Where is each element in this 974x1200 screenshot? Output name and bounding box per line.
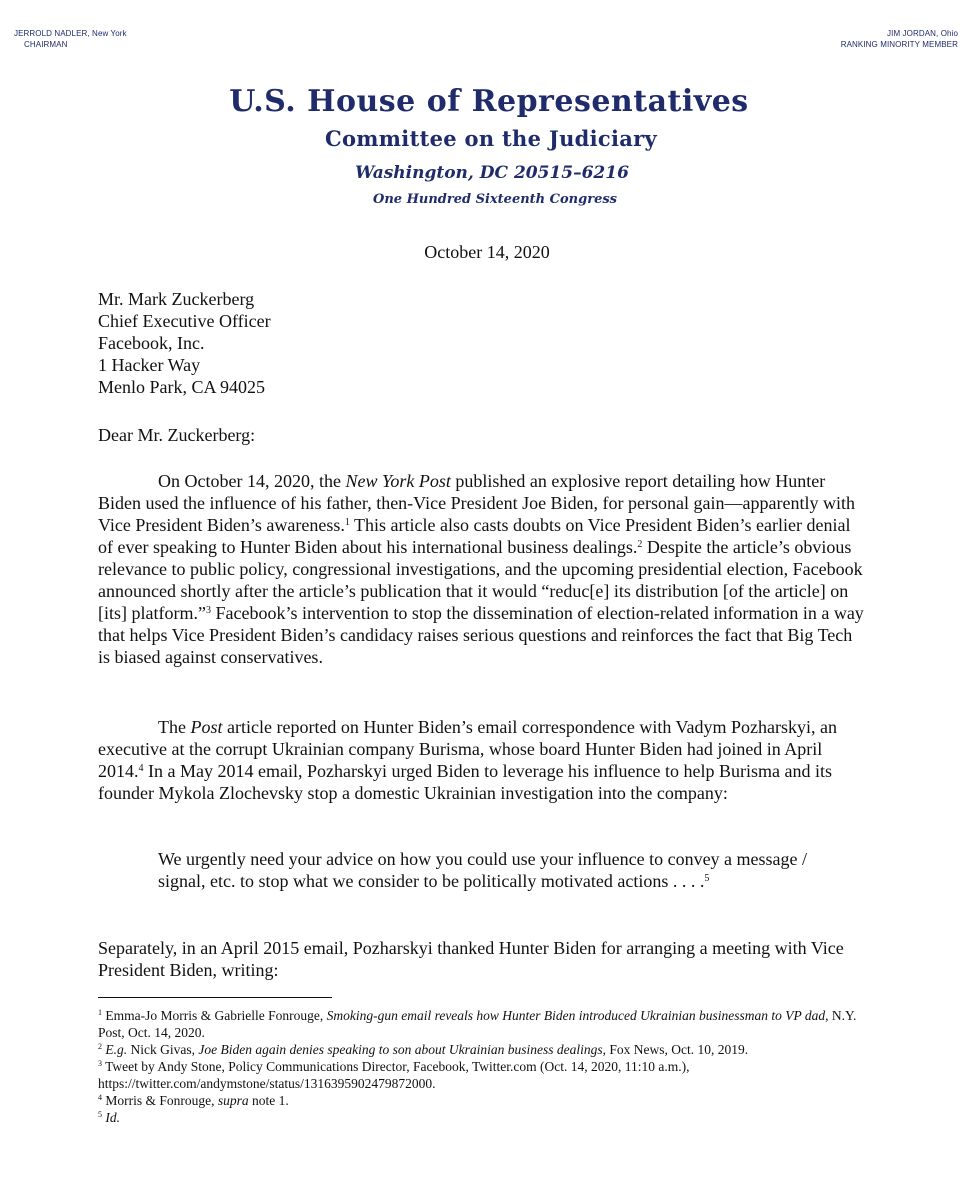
footnote-ref-5[interactable]: 5	[704, 873, 710, 884]
footnote-text: Morris & Fonrouge,	[102, 1093, 218, 1108]
footnote-text: Tweet by Andy Stone, Policy Communications Director, Facebook, Twitter.com (Oct. 14, 2020, 11:10 a.m.), https://twitter.com/andymstone/status/1316395902479872000.	[98, 1059, 690, 1091]
letterhead-congress: One Hundred Sixteenth Congress	[373, 192, 617, 207]
footnote-text: , Fox News, Oct. 10, 2019.	[602, 1042, 749, 1057]
paragraph-1-publication: New York Post	[345, 471, 451, 491]
letterhead-committee: Committee on the Judiciary	[324, 126, 658, 151]
recipient-title: Chief Executive Officer	[98, 311, 271, 331]
footnote-article-title: Joe Biden again denies speaking to son about Ukrainian business dealings	[198, 1042, 603, 1057]
footnote-signal: E.g.	[105, 1042, 128, 1057]
footnote-text: Nick Givas,	[127, 1042, 199, 1057]
footnote-5	[98, 1109, 868, 1126]
footnote-article-title: Smoking-gun email reveals how Hunter Biden introduced Ukrainian businessman to VP dad	[326, 1008, 826, 1023]
footnote-ref-2[interactable]: 2	[637, 539, 643, 550]
recipient-street: 1 Hacker Way	[98, 355, 201, 375]
footnote-text: Emma-Jo Morris & Gabrielle Fonrouge,	[102, 1008, 327, 1023]
paragraph-2	[98, 716, 868, 804]
recipient-company: Facebook, Inc.	[98, 333, 205, 353]
chairman-title: CHAIRMAN	[24, 40, 68, 49]
paragraph-1-text: This article also casts doubts on Vice President Biden’s earlier denial of ever speaking to Hunter Biden about his international business dealings.	[98, 515, 851, 557]
paragraph-1-text: Facebook’s intervention to stop the dissemination of election-related information in a way that helps Vice President Biden’s candidacy raises serious questions and reinforces the fact that Big Tech is biased against conservatives.	[98, 603, 864, 667]
paragraph-1-text: On October 14, 2020, the	[158, 471, 346, 491]
block-quote-text: We urgently need your advice on how you could use your influence to convey a message / signal, etc. to stop what we consider to be politically motivated actions . . . .	[158, 849, 808, 891]
footnote-number: 4	[98, 1093, 102, 1102]
ranking-member-block	[841, 28, 958, 50]
ranking-member-name: JIM JORDAN, Ohio	[887, 29, 958, 38]
footnote-4	[98, 1092, 868, 1109]
recipient-name: Mr. Mark Zuckerberg	[98, 289, 255, 309]
footnote-ref-1[interactable]: 1	[344, 517, 350, 528]
letter-date: October 14, 2020	[424, 242, 550, 262]
letterhead-address: Washington, DC 20515–6216	[355, 163, 629, 183]
paragraph-3: Separately, in an April 2015 email, Pozharskyi thanked Hunter Biden for arranging a meeting with Vice President Biden, writing:	[98, 938, 844, 980]
chairman-block	[14, 28, 127, 50]
footnote-number: 5	[98, 1110, 102, 1119]
recipient-city: Menlo Park, CA 94025	[98, 377, 266, 397]
paragraph-1	[98, 470, 868, 668]
paragraph-1-text: published an explosive report detailing how Hunter Biden used the influence of his father, then-Vice President Joe Biden, for personal gain—apparently with Vice President Biden’s awareness.	[98, 471, 855, 535]
letterhead	[0, 82, 974, 210]
salutation: Dear Mr. Zuckerberg:	[98, 425, 256, 445]
footnote-2	[98, 1041, 868, 1058]
paragraph-2-publication: Post	[190, 717, 223, 737]
paragraph-2-text: The	[158, 717, 191, 737]
paragraph-2-text: In a May 2014 email, Pozharskyi urged Biden to leverage his influence to help Burisma and its founder Mykola Zlochevsky stop a domestic Ukrainian investigation into the company:	[98, 761, 833, 803]
footnote-number: 3	[98, 1059, 102, 1068]
footnote-text: , N.Y. Post, Oct. 14, 2020.	[98, 1008, 857, 1040]
footnote-3	[98, 1058, 868, 1092]
footnote-signal: supra	[217, 1093, 249, 1108]
recipient-address	[98, 288, 868, 398]
paragraph-1-text: Despite the article’s obvious relevance to public policy, congressional investigations, and the upcoming presidential election, Facebook announced shortly after the article’s publication that it would “reduc[e] its distribution [of the article] on [its] platform.”	[98, 537, 863, 623]
paragraph-2-text: article reported on Hunter Biden’s email correspondence with Vadym Pozharskyi, an executive at the corrupt Ukrainian company Burisma, whose board Hunter Biden had joined in April 2014.	[98, 717, 837, 781]
letterhead-title: U.S. House of Representatives	[229, 84, 749, 119]
footnote-number: 1	[98, 1008, 102, 1017]
footnotes	[98, 1007, 868, 1126]
footnote-ref-4[interactable]: 4	[138, 763, 144, 774]
chairman-name: JERROLD NADLER, New York	[14, 29, 127, 38]
block-quote	[158, 848, 838, 892]
footnote-divider	[98, 997, 332, 998]
footnote-number: 2	[98, 1042, 102, 1051]
footnote-ref-3[interactable]: 3	[205, 605, 211, 616]
ranking-member-title: RANKING MINORITY MEMBER	[840, 40, 958, 49]
footnote-text: note 1.	[248, 1093, 289, 1108]
footnote-1	[98, 1007, 868, 1041]
footnote-signal: Id.	[105, 1110, 120, 1125]
